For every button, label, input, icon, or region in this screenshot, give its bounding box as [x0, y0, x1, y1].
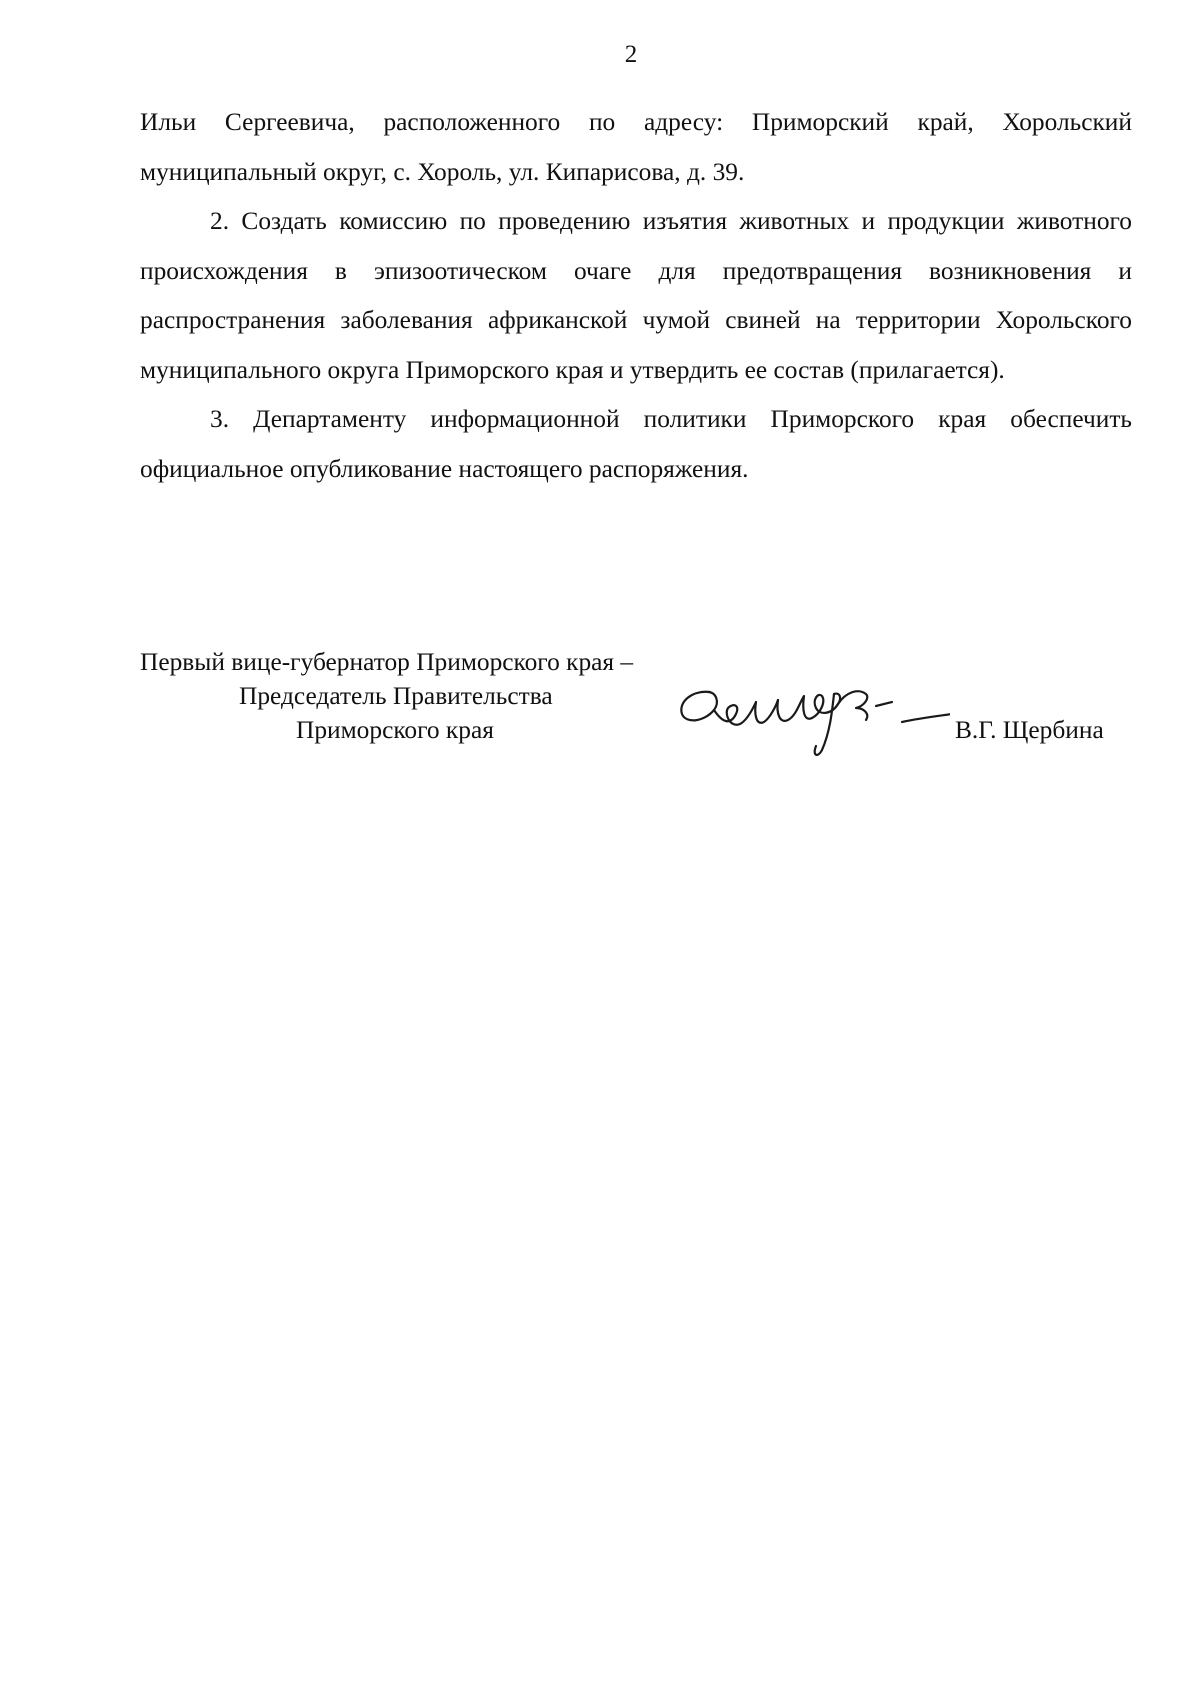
- signer-position-line-2: Председатель Правительства: [239, 682, 553, 710]
- signer-position-line-3: Приморского края: [296, 716, 494, 744]
- signer-name: В.Г. Щербина: [955, 716, 1104, 744]
- page-number: 2: [624, 41, 638, 68]
- paragraph-address-continuation: Ильи Сергеевича, расположенного по адресу: Приморский край, Хорольский муниципальный округ, с. Хороль, ул. Кипарисова, д. 39.: [140, 108, 1132, 186]
- paragraph-item-2: 2. Создать комиссию по проведению изъятия животных и продукции животного происхождения в эпизоотическом очаге для предотвращения возникновения и распространения заболевания африканской чумой свиней на территории Хорольского муниципального округа Приморского края и утвердить ее состав (прилагается).: [140, 207, 1132, 384]
- paragraph-item-3: 3. Департаменту информационной политики Приморского края обеспечить официальное опубликование настоящего распоряжения.: [140, 405, 1132, 483]
- document-body: [140, 98, 1132, 494]
- handwritten-signature: [670, 662, 950, 772]
- signer-position-line-1: Первый вице-губернатор Приморского края –: [140, 648, 634, 676]
- signature-block: [140, 646, 1140, 776]
